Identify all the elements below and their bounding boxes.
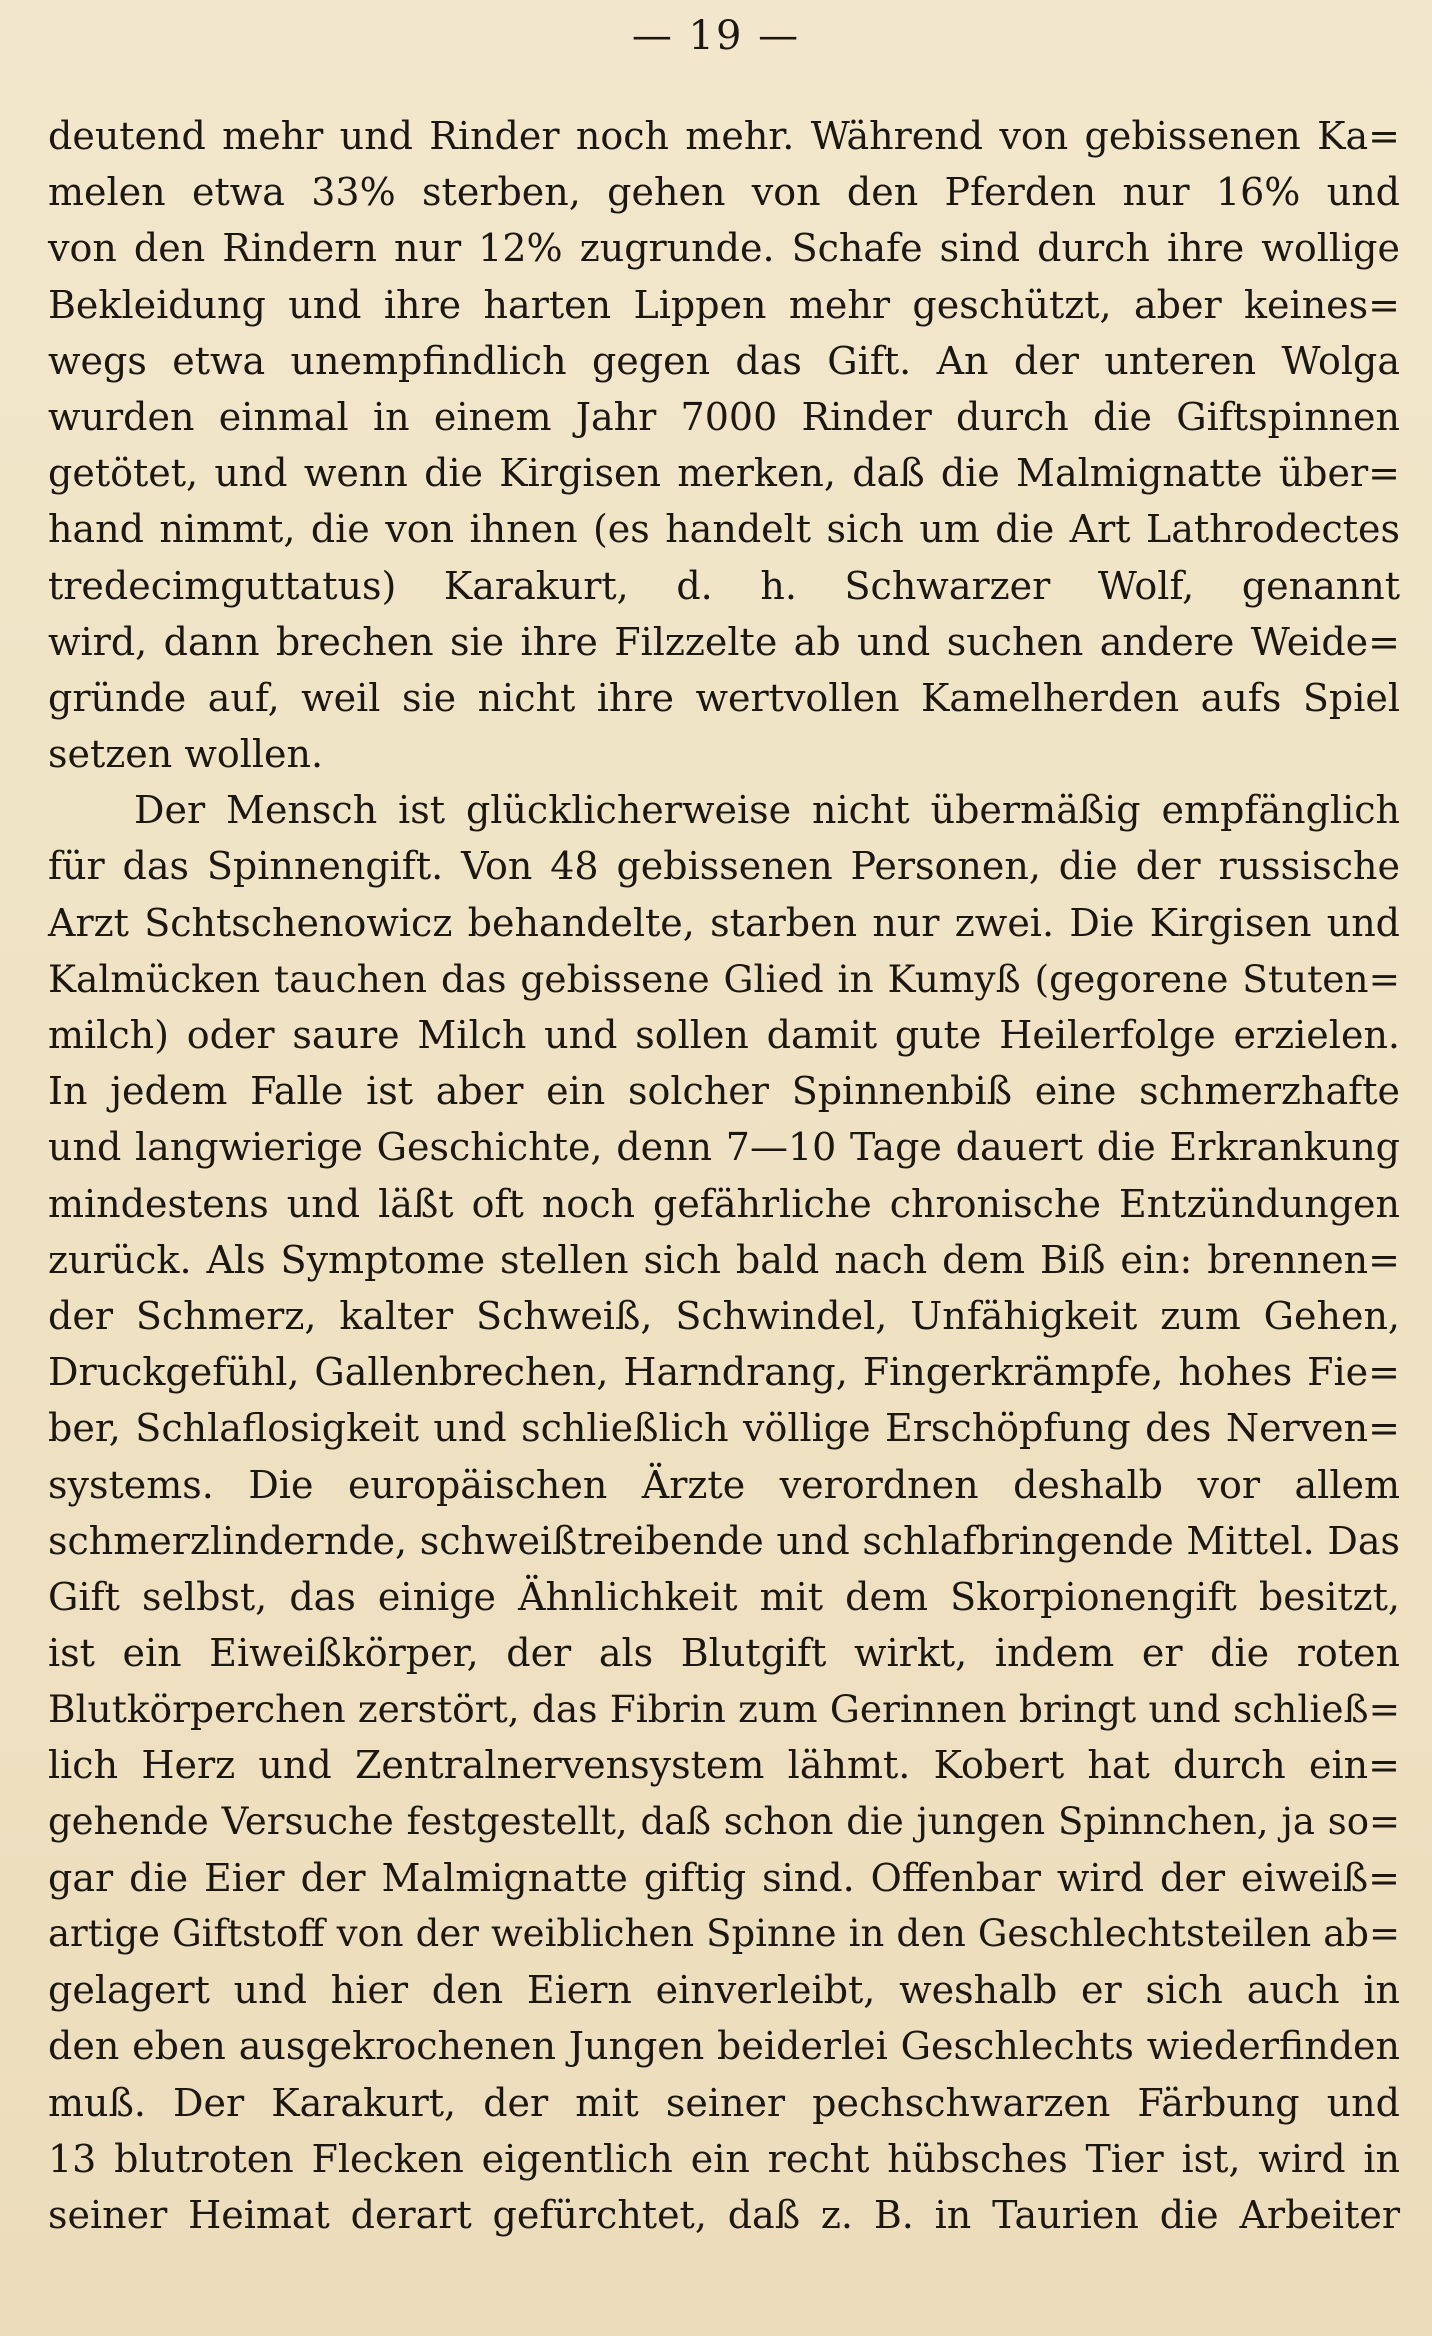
text-line: Bekleidung und ihre harten Lippen mehr geschützt, aber keines= bbox=[48, 282, 1400, 327]
text-line: den eben ausgekrochenen Jungen beiderlei Geschlechts wiederfinden bbox=[48, 2024, 1400, 2069]
text-line: wegs etwa unempfindlich gegen das Gift. An der unteren Wolga bbox=[48, 338, 1400, 383]
text-line: milch) oder saure Milch und sollen damit gute Heilerfolge erzielen. bbox=[48, 1013, 1400, 1057]
text-line: Blutkörperchen zerstört, das Fibrin zum Gerinnen bringt und schließ= bbox=[48, 1687, 1400, 1732]
text-line: tredecimguttatus) Karakurt, d. h. Schwarzer Wolf, genannt bbox=[48, 563, 1400, 608]
text-line: für das Spinnengift. Von 48 gebissenen Personen, die der russische bbox=[48, 844, 1400, 889]
text-line: Kalmücken tauchen das gebissene Glied in Kumyß (gegorene Stuten= bbox=[48, 956, 1400, 1001]
text-line: setzen wollen. bbox=[48, 732, 324, 777]
text-line: gehende Versuche festgestellt, daß schon die jungen Spinnchen, ja so= bbox=[48, 1799, 1400, 1843]
text-line: deutend mehr und Rinder noch mehr. Während von gebissenen Ka= bbox=[48, 114, 1400, 158]
text-line: Der Mensch ist glücklicherweise nicht übermäßig empfänglich bbox=[134, 788, 1400, 833]
text-line: zurück. Als Symptome stellen sich bald nach dem Biß ein: brennen= bbox=[48, 1237, 1400, 1282]
text-line: wird, dann brechen sie ihre Filzzelte ab und suchen andere Weide= bbox=[48, 619, 1400, 664]
text-line: 13 blutroten Flecken eigentlich ein recht hübsches Tier ist, wird in bbox=[48, 2136, 1400, 2181]
text-line: getötet, und wenn die Kirgisen merken, daß die Malmignatte über= bbox=[48, 451, 1400, 496]
page-number: — 19 — bbox=[631, 13, 801, 59]
text-line: Arzt Schtschenowicz behandelte, starben nur zwei. Die Kirgisen und bbox=[48, 900, 1400, 945]
text-line: muß. Der Karakurt, der mit seiner pechschwarzen Färbung und bbox=[48, 2080, 1400, 2125]
text-line: gelagert und hier den Eiern einverleibt, weshalb er sich auch in bbox=[48, 1968, 1400, 2013]
body-text bbox=[48, 108, 1400, 2243]
text-line: der Schmerz, kalter Schweiß, Schwindel, Unfähigkeit zum Gehen, bbox=[48, 1293, 1400, 1338]
text-line: lich Herz und Zentralnervensystem lähmt. Kobert hat durch ein= bbox=[48, 1743, 1400, 1788]
text-line: wurden einmal in einem Jahr 7000 Rinder durch die Giftspinnen bbox=[48, 394, 1400, 439]
text-line: ber, Schlaflosigkeit und schließlich völlige Erschöpfung des Nerven= bbox=[48, 1406, 1400, 1451]
text-line: schmerzlindernde, schweißtreibende und schlafbringende Mittel. Das bbox=[48, 1518, 1400, 1563]
text-line: melen etwa 33% sterben, gehen von den Pferden nur 16% und bbox=[48, 170, 1400, 215]
text-line: von den Rindern nur 12% zugrunde. Schafe sind durch ihre wollige bbox=[48, 226, 1400, 271]
text-line: In jedem Falle ist aber ein solcher Spinnenbiß eine schmerzhafte bbox=[48, 1069, 1400, 1114]
text-line: Druckgefühl, Gallenbrechen, Harndrang, Fingerkrämpfe, hohes Fie= bbox=[48, 1350, 1400, 1395]
text-line: mindestens und läßt oft noch gefährliche chronische Entzündungen bbox=[48, 1181, 1400, 1226]
text-line: artige Giftstoff von der weiblichen Spinne in den Geschlechtsteilen ab= bbox=[48, 1912, 1400, 1955]
text-line: und langwierige Geschichte, denn 7—10 Tage dauert die Erkrankung bbox=[48, 1125, 1400, 1170]
text-line: gar die Eier der Malmignatte giftig sind. Offenbar wird der eiweiß= bbox=[48, 1855, 1400, 1900]
text-line: ist ein Eiweißkörper, der als Blutgift wirkt, indem er die roten bbox=[48, 1631, 1400, 1676]
text-line: gründe auf, weil sie nicht ihre wertvollen Kamelherden aufs Spiel bbox=[48, 675, 1400, 720]
text-line: Gift selbst, das einige Ähnlichkeit mit dem Skorpionengift besitzt, bbox=[48, 1574, 1400, 1619]
text-line: systems. Die europäischen Ärzte verordnen deshalb vor allem bbox=[48, 1462, 1400, 1507]
text-line: seiner Heimat derart gefürchtet, daß z. B. in Taurien die Arbeiter bbox=[48, 2192, 1400, 2237]
text-line: hand nimmt, die von ihnen (es handelt sich um die Art Lathrodectes bbox=[48, 507, 1400, 552]
